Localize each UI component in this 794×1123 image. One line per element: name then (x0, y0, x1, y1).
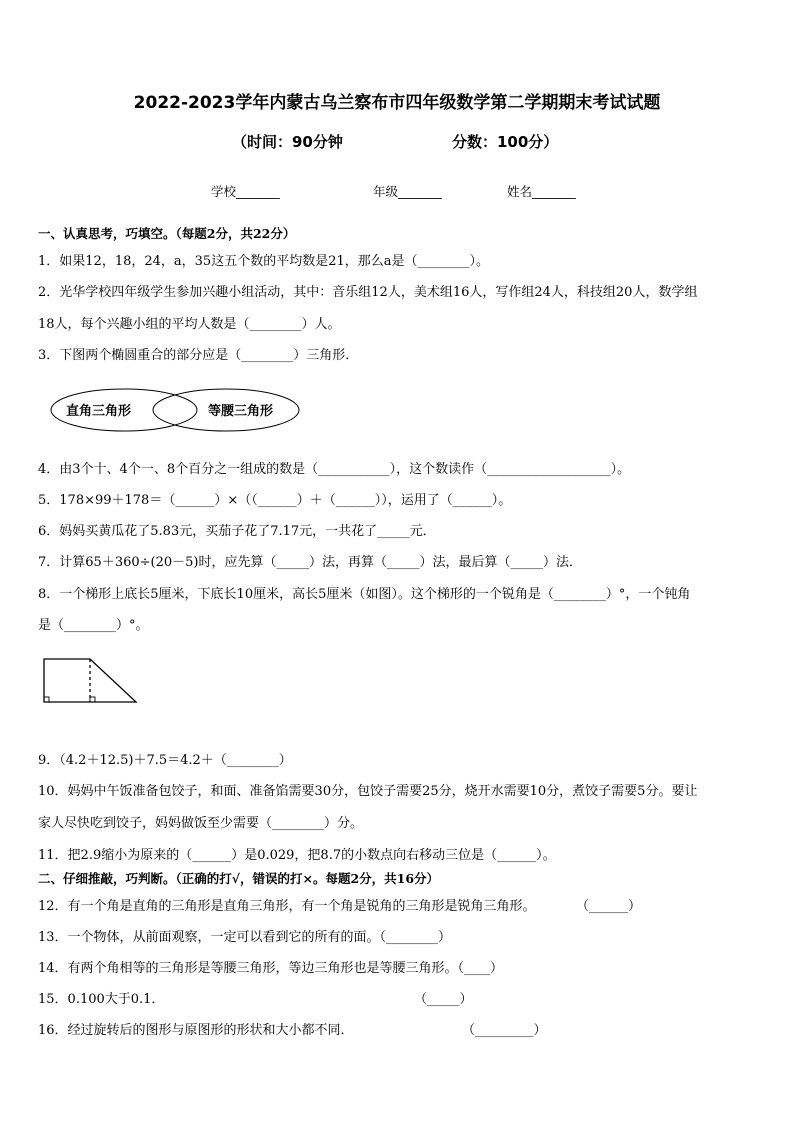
question-16-answer-blank: （_________） (462, 1023, 547, 1038)
ellipse-left-label: 直角三角形 (66, 404, 132, 419)
question-9: 9．（4.2＋12.5)＋7.5＝4.2＋（________） (38, 753, 292, 768)
question-1: 1．如果12，18，24，a，35这五个数的平均数是21，那么a是（________）。 (38, 254, 489, 269)
question-15: 15．0.100大于0.1． (38, 992, 165, 1007)
question-15-answer-blank: （_____） (414, 992, 473, 1007)
school-field: 学校_______ (211, 184, 280, 199)
trapezoid-figure (40, 655, 140, 707)
question-16: 16．经过旋转后的图形与原图形的形状和大小都不同． (38, 1023, 354, 1038)
question-12-answer-blank: （______） (576, 899, 642, 914)
question-5: 5．178×99＋178＝（______）×（（______）＋（______）），运用了（______）。 (38, 493, 512, 508)
question-2-line-1: 2．光华学校四年级学生参加兴趣小组活动，其中：音乐组12人，美术组16人，写作组24人，科技组20人，数学组 (38, 285, 698, 300)
question-7: 7．计算65＋360÷(20－5)时，应先算（_____）法，再算（_____）法，最后算（_____）法． (38, 555, 582, 570)
section-1-heading: 一、认真思考，巧填空。（每题2分，共22分） (38, 226, 296, 241)
overlapping-ellipses-figure (48, 386, 304, 434)
question-10-line-2: 家人尽快吃到饺子，妈妈做饭至少需要（________）分。 (38, 816, 364, 831)
question-8-line-2: 是（________）°。 (38, 618, 149, 633)
section-2-heading: 二、仔细推敲，巧判断。（正确的打√，错误的打×。每题2分，共16分） (38, 871, 440, 886)
exam-score: 分数：100分） (452, 133, 559, 151)
question-13: 13．一个物体，从前面观察，一定可以看到它的所有的面。（________） (38, 930, 452, 945)
name-field: 姓名_______ (507, 184, 576, 199)
question-2-line-2: 18人，每个兴趣小组的平均人数是（________）人。 (38, 317, 341, 332)
question-6: 6．妈妈买黄瓜花了5.83元，买茄子花了7.17元，一共花了_____元． (38, 524, 436, 539)
question-8-line-1: 8．一个梯形上底长5厘米，下底长10厘米，高长5厘米（如图）。这个梯形的一个锐角是（________）°，一个钝角 (38, 587, 691, 602)
question-11: 11．把2.9缩小为原来的（______）是0.029，把8.7的小数点向右移动三位是（______）。 (38, 848, 556, 863)
question-4: 4．由3个十、4个一、8个百分之一组成的数是（___________），这个数读作（___________________）。 (38, 462, 631, 477)
page-title: 2022-2023学年内蒙古乌兰察布市四年级数学第二学期期末考试试题 (133, 93, 661, 113)
question-12: 12．有一个角是直角的三角形是直角三角形，有一个角是锐角的三角形是锐角三角形。 (38, 899, 536, 914)
ellipse-right-label: 等腰三角形 (208, 404, 274, 419)
question-10-line-1: 10．妈妈中午饭准备包饺子，和面、准备馅需要30分，包饺子需要25分，烧开水需要10分，煮饺子需要5分。要让 (38, 784, 698, 799)
question-3: 3．下图两个椭圆重合的部分应是（________）三角形． (38, 348, 359, 363)
grade-field: 年级_______ (373, 184, 442, 199)
question-14: 14．有两个角相等的三角形是等腰三角形，等边三角形也是等腰三角形。（____） (38, 961, 504, 976)
exam-time: （时间：90分钟 (232, 133, 343, 151)
